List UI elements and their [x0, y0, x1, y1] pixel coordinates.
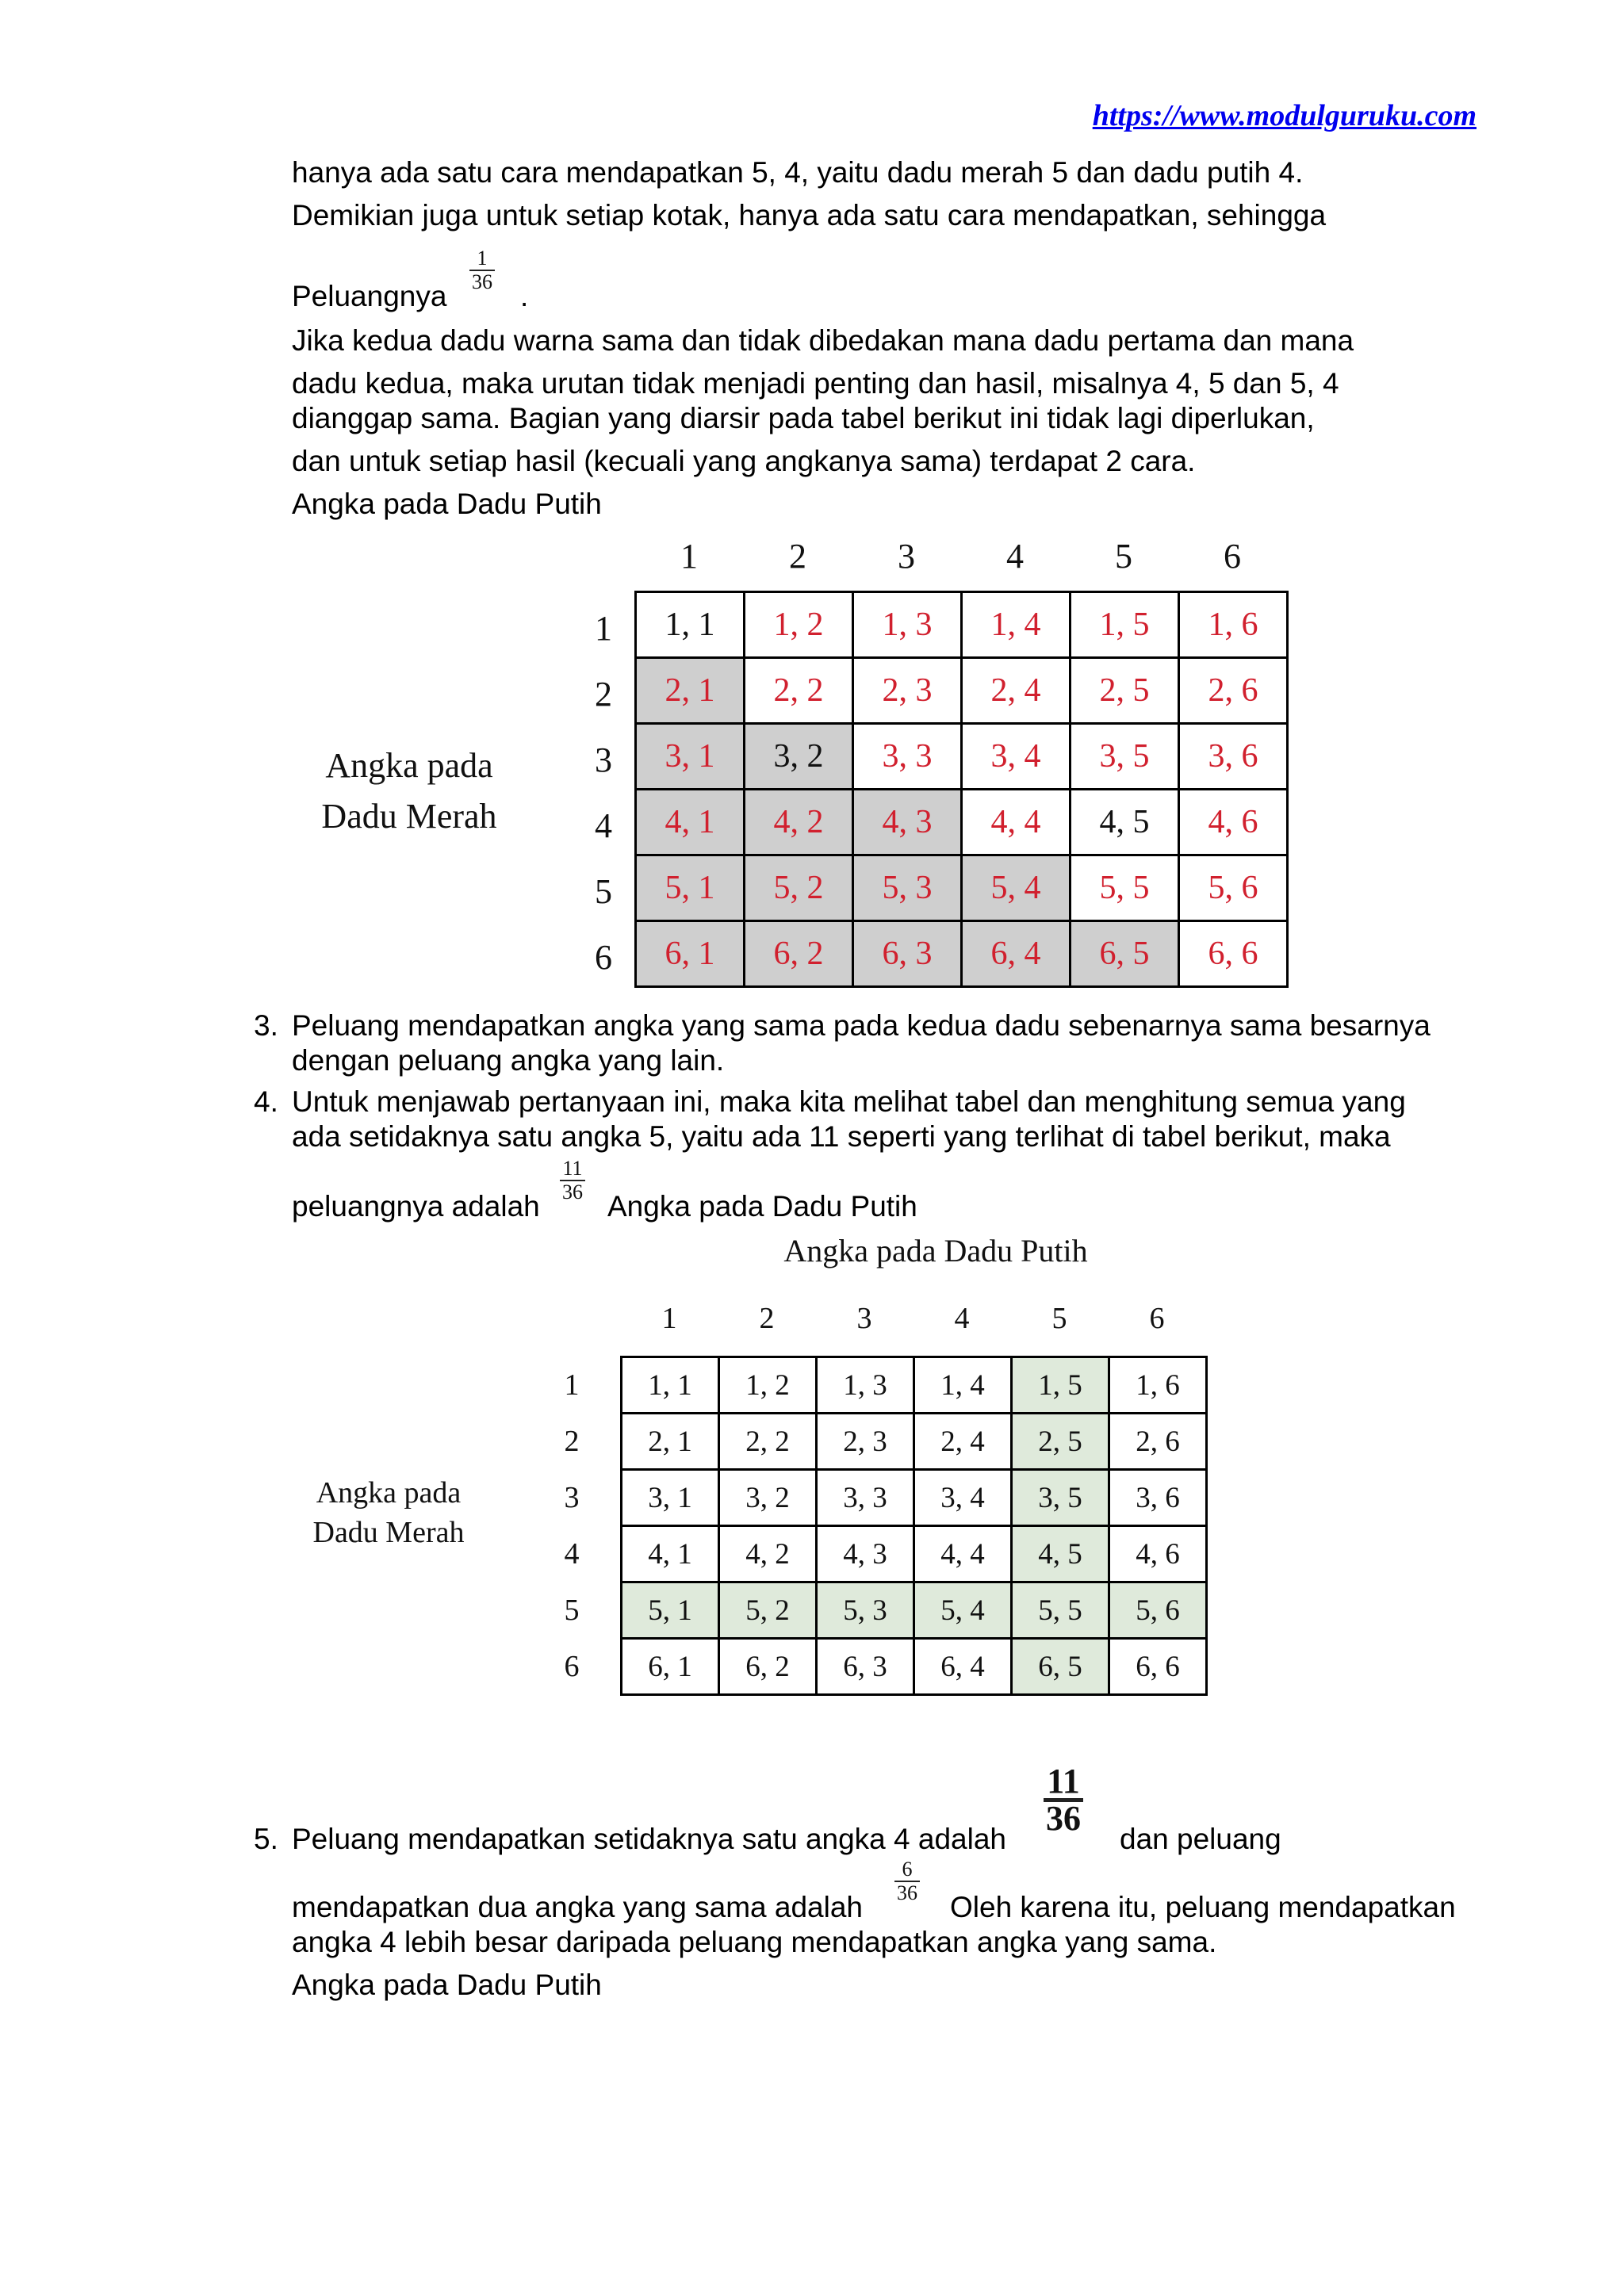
table-cell: 4, 6 [1179, 790, 1288, 855]
outcome-table-green [620, 1356, 1208, 1696]
table-cell: 4, 4 [962, 790, 1071, 855]
table-cell: 6, 3 [817, 1639, 914, 1695]
table-cell: 1, 2 [719, 1357, 817, 1414]
item-5-line-2-suffix: Oleh karena itu, peluang mendapatkan [950, 1891, 1456, 1923]
fraction-11-36-large [1044, 1762, 1083, 1838]
table-cell: 1, 5 [1012, 1357, 1109, 1414]
table-row [622, 1639, 1207, 1695]
table-row [622, 1357, 1207, 1414]
outcome-table-shaded [634, 591, 1289, 988]
table-cell: 4, 2 [719, 1526, 817, 1582]
table-cell: 2, 5 [1071, 658, 1179, 724]
table-cell: 3, 5 [1012, 1470, 1109, 1526]
table1-col-header-3: 3 [898, 537, 915, 576]
table2-side-label-line-2: Dadu Merah [312, 1516, 465, 1549]
table-cell: 5, 4 [962, 855, 1071, 921]
table2-title: Angka pada Dadu Putih [783, 1233, 1088, 1269]
table-cell: 2, 4 [914, 1414, 1012, 1470]
table-cell: 2, 6 [1109, 1414, 1207, 1470]
fraction-11-36 [560, 1158, 585, 1203]
table-cell: 5, 1 [636, 855, 745, 921]
table1-row-header-1: 1 [595, 609, 612, 648]
table-cell: 5, 5 [1071, 855, 1179, 921]
table-cell: 3, 3 [817, 1470, 914, 1526]
item-4-line-2: ada setidaknya satu angka 5, yaitu ada 11 seperti yang terlihat di tabel berikut, maka [292, 1120, 1391, 1153]
fraction-numerator: 1 [469, 247, 495, 271]
table-row [636, 855, 1288, 921]
table-row [636, 724, 1288, 790]
table1-col-header-4: 4 [1006, 537, 1024, 576]
fraction-denominator: 36 [562, 1181, 583, 1203]
table-cell: 6, 3 [853, 921, 962, 987]
table-cell: 2, 2 [719, 1414, 817, 1470]
table-cell: 3, 4 [962, 724, 1071, 790]
table-cell: 5, 5 [1012, 1582, 1109, 1639]
table-cell: 6, 4 [962, 921, 1071, 987]
item-5-line-3: angka 4 lebih besar daripada peluang mendapatkan angka yang sama. [292, 1926, 1217, 1958]
table1-row-header-4: 4 [595, 806, 612, 845]
table-cell: 6, 1 [622, 1639, 719, 1695]
table1-side-label-line-1: Angka pada [325, 746, 493, 785]
table-cell: 3, 4 [914, 1470, 1012, 1526]
table-cell: 5, 2 [745, 855, 853, 921]
table-cell: 2, 3 [853, 658, 962, 724]
table-cell: 4, 5 [1012, 1526, 1109, 1582]
table-cell: 3, 6 [1179, 724, 1288, 790]
table-cell: 4, 3 [853, 790, 962, 855]
table-cell: 1, 3 [817, 1357, 914, 1414]
item-3-number: 3. [254, 1009, 278, 1042]
table-cell: 2, 5 [1012, 1414, 1109, 1470]
table2-col-header-4: 4 [954, 1302, 970, 1335]
fraction-numerator: 6 [894, 1858, 920, 1882]
table-cell: 4, 2 [745, 790, 853, 855]
table-cell: 3, 2 [745, 724, 853, 790]
item-5-line-2-prefix: mendapatkan dua angka yang sama adalah [292, 1891, 863, 1923]
table-cell: 5, 1 [622, 1582, 719, 1639]
intro-line-6: dianggap sama. Bagian yang diarsir pada tabel berikut ini tidak lagi diperlukan, [292, 402, 1315, 434]
table-cell: 6, 2 [745, 921, 853, 987]
table-cell: 5, 6 [1109, 1582, 1207, 1639]
table1-col-header-2: 2 [789, 537, 806, 576]
table-cell: 5, 2 [719, 1582, 817, 1639]
table1-col-header-5: 5 [1115, 537, 1132, 576]
table2-row-header-4: 4 [564, 1537, 580, 1571]
table-row [636, 658, 1288, 724]
table-cell: 3, 1 [622, 1470, 719, 1526]
table-cell: 1, 4 [962, 592, 1071, 658]
table2-col-header-2: 2 [759, 1302, 775, 1335]
item-5-line-1-prefix: Peluang mendapatkan setidaknya satu angka 4 adalah [292, 1823, 1007, 1855]
table-row [636, 921, 1288, 987]
table2-col-header-3: 3 [856, 1302, 872, 1335]
table2-col-header-5: 5 [1051, 1302, 1067, 1335]
table1-row-header-6: 6 [595, 938, 612, 977]
table1-col-header-1: 1 [680, 537, 698, 576]
intro-line-5: dadu kedua, maka urutan tidak menjadi penting dan hasil, misalnya 4, 5 dan 5, 4 [292, 367, 1339, 400]
table-cell: 3, 5 [1071, 724, 1179, 790]
item-5-line-4: Angka pada Dadu Putih [292, 1969, 602, 2001]
table-row [622, 1526, 1207, 1582]
table-cell: 6, 1 [636, 921, 745, 987]
table-cell: 5, 3 [817, 1582, 914, 1639]
intro-line-4: Jika kedua dadu warna sama dan tidak dibedakan mana dadu pertama dan mana [292, 324, 1354, 357]
table-cell: 6, 6 [1109, 1639, 1207, 1695]
table-cell: 1, 1 [622, 1357, 719, 1414]
table-row [622, 1582, 1207, 1639]
fraction-denominator: 36 [1046, 1799, 1081, 1838]
table-cell: 4, 3 [817, 1526, 914, 1582]
table-row [622, 1414, 1207, 1470]
table-cell: 4, 4 [914, 1526, 1012, 1582]
item-4-line-3-prefix: peluangnya adalah [292, 1190, 540, 1223]
table-cell: 3, 3 [853, 724, 962, 790]
intro-line-3-suffix: . [520, 280, 529, 312]
table-cell: 5, 4 [914, 1582, 1012, 1639]
fraction-denominator: 36 [472, 270, 492, 293]
table2-col-header-6: 6 [1149, 1302, 1165, 1335]
item-4-line-1: Untuk menjawab pertanyaan ini, maka kita melihat tabel dan menghitung semua yang [292, 1085, 1406, 1118]
table2-side-label-line-1: Angka pada [316, 1476, 462, 1510]
table-cell: 6, 5 [1071, 921, 1179, 987]
table-cell: 5, 6 [1179, 855, 1288, 921]
table-cell: 2, 1 [622, 1414, 719, 1470]
fraction-denominator: 36 [897, 1881, 917, 1904]
table1-row-header-5: 5 [595, 872, 612, 911]
fraction-numerator: 11 [1044, 1765, 1083, 1802]
table1-col-header-6: 6 [1224, 537, 1241, 576]
intro-line-3-prefix: Peluangnya [292, 280, 447, 312]
item-3-line-2: dengan peluang angka yang lain. [292, 1044, 725, 1077]
table-cell: 1, 3 [853, 592, 962, 658]
table2-row-header-1: 1 [564, 1368, 580, 1402]
table-cell: 1, 2 [745, 592, 853, 658]
table-cell: 1, 1 [636, 592, 745, 658]
table-cell: 4, 1 [622, 1526, 719, 1582]
table-cell: 3, 2 [719, 1470, 817, 1526]
item-5-line-1-suffix: dan peluang [1120, 1823, 1281, 1855]
table-cell: 6, 5 [1012, 1639, 1109, 1695]
table-cell: 6, 4 [914, 1639, 1012, 1695]
item-5-number: 5. [254, 1823, 278, 1855]
header-url-link[interactable]: https://www.modulguruku.com [1092, 99, 1477, 132]
intro-line-2: Demikian juga untuk setiap kotak, hanya ada satu cara mendapatkan, sehingga [292, 199, 1327, 232]
fraction-6-36 [894, 1858, 920, 1904]
table-cell: 2, 4 [962, 658, 1071, 724]
item-4-line-3-suffix: Angka pada Dadu Putih [607, 1190, 917, 1223]
table-cell: 5, 3 [853, 855, 962, 921]
table2-row-header-3: 3 [564, 1481, 580, 1514]
table-cell: 1, 6 [1179, 592, 1288, 658]
table-cell: 4, 1 [636, 790, 745, 855]
item-3-line-1: Peluang mendapatkan angka yang sama pada kedua dadu sebenarnya sama besarnya [292, 1009, 1431, 1042]
table2-col-header-1: 1 [661, 1302, 677, 1335]
table-cell: 4, 6 [1109, 1526, 1207, 1582]
fraction-numerator: 11 [560, 1158, 585, 1181]
table-row [636, 592, 1288, 658]
table-cell: 2, 1 [636, 658, 745, 724]
intro-line-8: Angka pada Dadu Putih [292, 488, 602, 520]
item-4-number: 4. [254, 1085, 278, 1118]
table2-row-header-5: 5 [564, 1594, 580, 1627]
table1-side-label [290, 740, 528, 842]
table2-row-header-2: 2 [564, 1425, 580, 1458]
table-cell: 6, 2 [719, 1639, 817, 1695]
table-cell: 2, 3 [817, 1414, 914, 1470]
table-cell: 4, 5 [1071, 790, 1179, 855]
intro-line-7: dan untuk setiap hasil (kecuali yang angkanya sama) terdapat 2 cara. [292, 445, 1196, 477]
table1-row-header-2: 2 [595, 675, 612, 714]
table-cell: 1, 5 [1071, 592, 1179, 658]
table1-row-header-3: 3 [595, 740, 612, 779]
table-cell: 3, 6 [1109, 1470, 1207, 1526]
table-cell: 6, 6 [1179, 921, 1288, 987]
intro-line-1: hanya ada satu cara mendapatkan 5, 4, yaitu dadu merah 5 dan dadu putih 4. [292, 156, 1304, 189]
fraction-1-36 [469, 247, 495, 293]
table1-side-label-line-2: Dadu Merah [321, 797, 497, 836]
table2-side-label [278, 1473, 500, 1552]
table-cell: 1, 6 [1109, 1357, 1207, 1414]
table-cell: 2, 6 [1179, 658, 1288, 724]
table-cell: 1, 4 [914, 1357, 1012, 1414]
table-cell: 3, 1 [636, 724, 745, 790]
table-row [622, 1470, 1207, 1526]
table2-row-header-6: 6 [564, 1650, 580, 1683]
table-row [636, 790, 1288, 855]
table-cell: 2, 2 [745, 658, 853, 724]
